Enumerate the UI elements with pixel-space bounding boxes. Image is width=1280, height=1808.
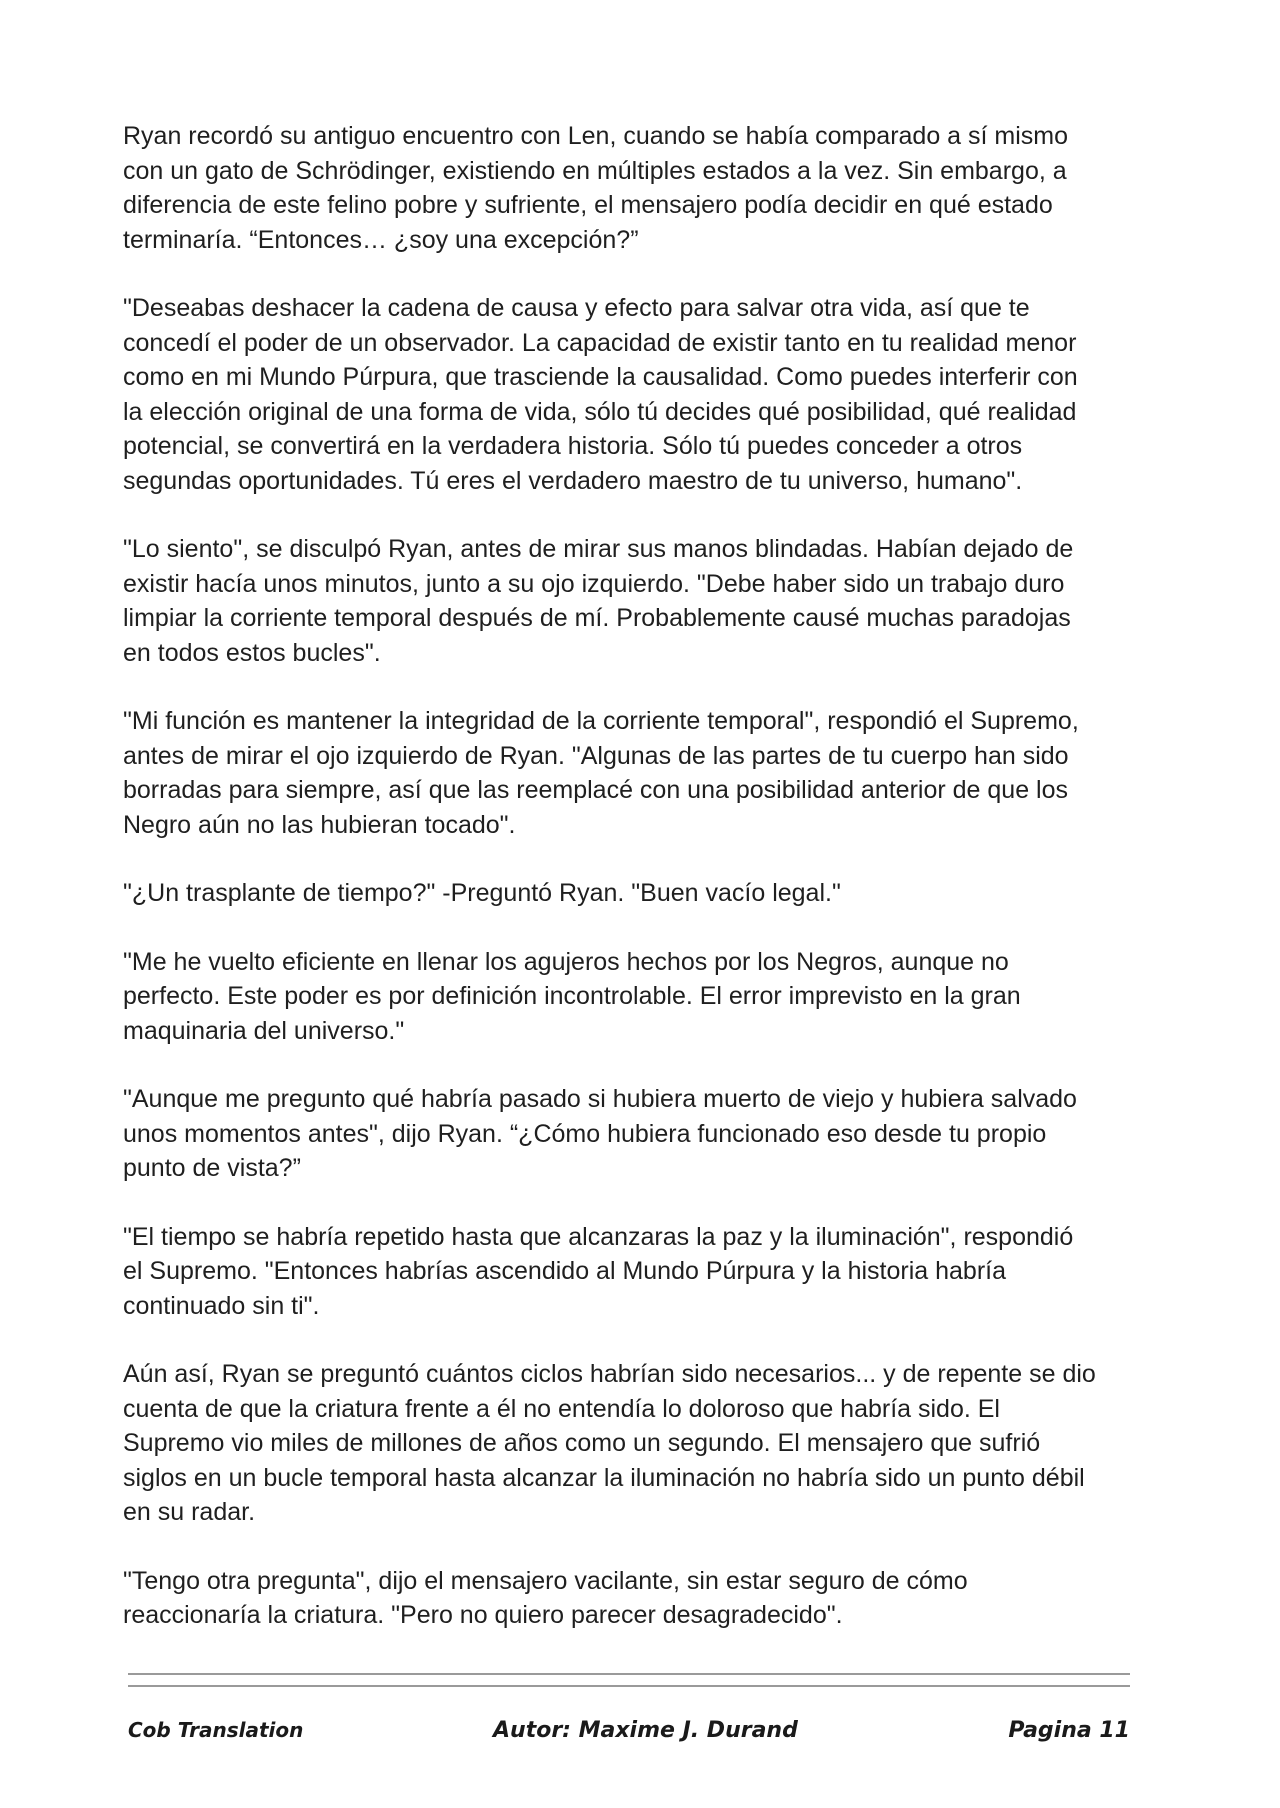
paragraph: "Aunque me pregunto qué habría pasado si hubiera muerto de viejo y hubiera salvado unos momentos antes", dijo Ryan. “¿Cómo hubiera funcionado eso desde tu propio punto de vista?” [123,1085,1077,1182]
paragraph: "El tiempo se habría repetido hasta que alcanzaras la paz y la iluminación", respondió el Supremo. "Entonces habrías ascendido al Mundo Púrpura y la historia habría continuado sin ti". [123,1222,1074,1320]
paragraph: "Tengo otra pregunta", dijo el mensajero vacilante, sin estar seguro de cómo reaccionaría la criatura. "Pero no quiero parecer desagradecido". [123,1566,968,1629]
paragraph: "Mi función es mantener la integridad de la corriente temporal", respondió el Supremo, antes de mirar el ojo izquierdo de Ryan. "Algunas de las partes de tu cuerpo han sido borradas para siempre, así que las reemplacé con una posibilidad anterior de que los Negro aún no las hubieran tocado". [123,707,1079,839]
paragraph: "Lo siento", se disculpó Ryan, antes de mirar sus manos blindadas. Habían dejado de existir hacía unos minutos, junto a su ojo izquierdo. "Debe haber sido un trabajo duro limpiar la corriente temporal después de mí. Probablemente causé muchas paradojas en todos estos bucles". [123,535,1074,667]
paragraph: "Me he vuelto eficiente en llenar los agujeros hechos por los Negros, aunque no perfecto. Este poder es por definición incontrolable. El error imprevisto en la gran maquinaria del universo." [123,947,1021,1045]
paragraph: "¿Un trasplante de tiempo?" -Preguntó Ryan. "Buen vacío legal." [123,879,841,907]
footer-divider-top [128,1673,1130,1675]
paragraph: Ryan recordó su antiguo encuentro con Len, cuando se había comparado a sí mismo con un gato de Schrödinger, existiendo en múltiples estados a la vez. Sin embargo, a diferencia de este felino pobre y sufriente, el mensajero podía decidir en qué estado terminaría. “Entonces… ¿soy una excepción?” [123,122,1069,254]
footer-translator: Cob Translation [128,1718,304,1742]
footer-page-number: Pagina 11 [1008,1718,1130,1743]
paragraph: Aún así, Ryan se preguntó cuántos ciclos habrían sido necesarios... y de repente se dio cuenta de que la criatura frente a él no entendía lo doloroso que habría sido. El Supremo vio miles de millones de años como un segundo. El mensajero que sufrió siglos en un bucle temporal hasta alcanzar la iluminación no habría sido un punto débil en su radar. [123,1360,1096,1526]
body-text [123,119,1143,1667]
footer-author: Autor: Maxime J. Durand [493,1718,798,1743]
paragraph: "Deseabas deshacer la cadena de causa y efecto para salvar otra vida, así que te concedí el poder de un observador. La capacidad de existir tanto en tu realidad menor como en mi Mundo Púrpura, que trasciende la causalidad. Como puedes interferir con la elección original de una forma de vida, sólo tú decides qué posibilidad, qué realidad potencial, se convertirá en la verdadera historia. Sólo tú puedes conceder a otros segundas oportunidades. Tú eres el verdadero maestro de tu universo, humano". [123,294,1078,495]
footer-divider-bottom [128,1685,1130,1687]
